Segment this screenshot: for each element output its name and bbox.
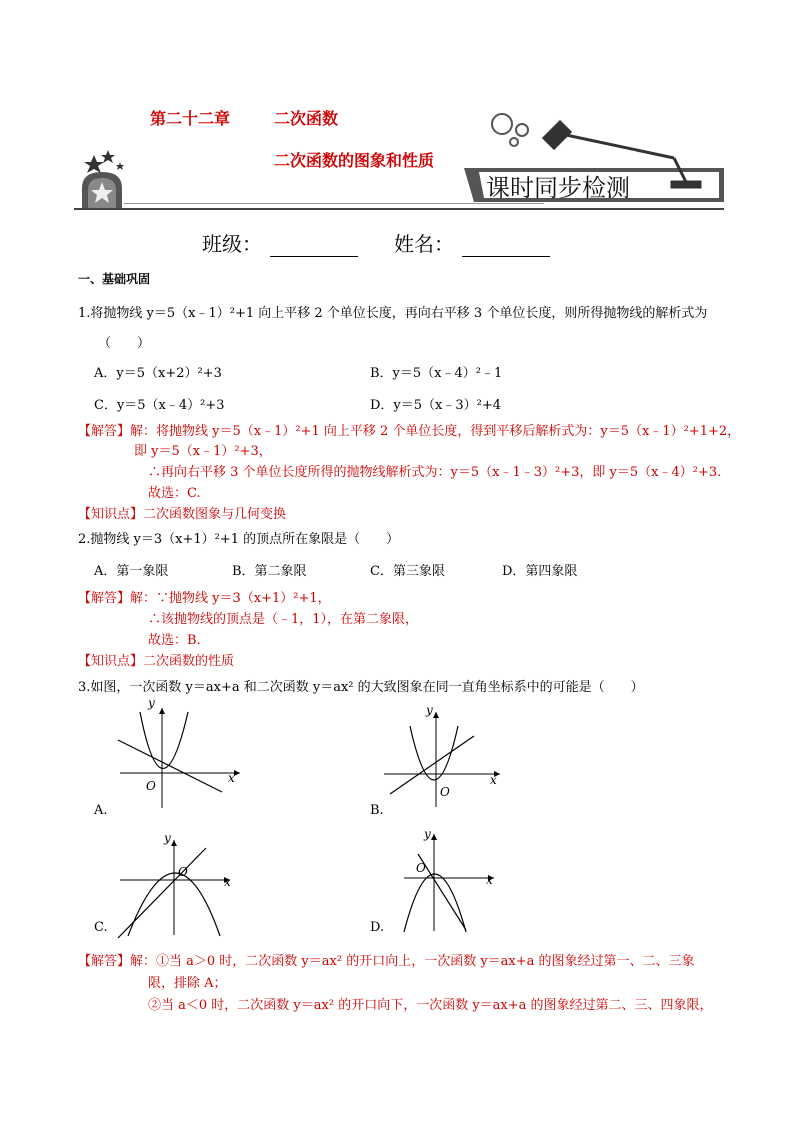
q2-knowledge-point: 【知识点】二次函数的性质 [78, 654, 235, 669]
axis-x-label: x [486, 873, 493, 887]
axis-x-label: x [490, 773, 497, 787]
q1-answer-line2: 即 y＝5（x﹣1）²+3， [134, 444, 272, 459]
q2-option-d: D．第四象限 [502, 564, 578, 579]
q3-answer-line3: ②当 a＜0 时，二次函数 y＝ax² 的开口向下，一次函数 y＝ax+a 的图象经过第二、三、四象限， [148, 998, 713, 1013]
axis-y-label: y [164, 831, 171, 845]
q2-answer-line3: 故选：B. [148, 633, 201, 648]
bubbles-icon [492, 114, 528, 146]
graph-d [390, 826, 540, 936]
q3-stem: 3.如图，一次函数 y＝ax+a 和二次函数 y＝ax² 的大致图象在同一直角坐标系中的可能是（ ） [78, 680, 644, 695]
name-label: 姓名： [394, 232, 454, 256]
q1-option-d: D．y＝5（x﹣3）²+4 [370, 398, 502, 413]
axis-y-label: y [426, 703, 433, 717]
q2-option-c: C．第三象限 [370, 564, 445, 579]
q2-option-b: B．第二象限 [232, 564, 307, 579]
graph-c-label: C. [94, 920, 108, 935]
q1-option-c: C．y＝5（x﹣4）²+3 [94, 398, 225, 413]
graph-b [370, 702, 520, 812]
q1-option-b: B．y＝5（x﹣4）²﹣1 [370, 366, 503, 381]
q2-option-a: A．第一象限 [94, 564, 169, 579]
axis-y-label: y [424, 827, 431, 841]
graph-a [100, 700, 250, 810]
q2-answer-line1: 【解答】解：∵抛物线 y＝3（x+1）²+1， [78, 591, 331, 606]
name-field [394, 228, 550, 257]
origin-label: O [440, 785, 450, 799]
banner-title: 课时同步检测 [486, 174, 630, 202]
q1-stem: 1.将抛物线 y＝5（x﹣1）²+1 向上平移 2 个单位长度，再向右平移 3 个单位长度，则所得抛物线的解析式为 [78, 306, 708, 321]
class-label: 班级： [202, 232, 262, 256]
q1-answer-line3: ∴再向右平移 3 个单位长度所得的抛物线解析式为：y＝5（x﹣1﹣3）²+3，即 y＝5（x﹣4）²+3. [148, 465, 722, 480]
axis-y-label: y [148, 700, 155, 710]
axis-x-label: x [228, 771, 235, 785]
origin-label: O [146, 779, 156, 793]
class-blank [270, 238, 358, 257]
name-blank [462, 238, 550, 257]
section-heading: 一、基础巩固 [78, 272, 151, 286]
chapter-topic: 二次函数 [274, 109, 339, 128]
graph-a-label: A. [94, 803, 108, 818]
origin-label: O [416, 861, 426, 875]
q3-answer-line1: 【解答】解：①当 a＞0 时，二次函数 y＝ax² 的开口向上，一次函数 y＝ax+a 的图象经过第一、二、三象 [78, 954, 695, 969]
graph-b-label: B. [370, 803, 384, 818]
chapter-number: 第二十二章 [150, 109, 231, 128]
q2-stem: 2.抛物线 y＝3（x+1）²+1 的顶点所在象限是（ ） [78, 532, 400, 547]
origin-label: O [178, 865, 188, 879]
axis-x-label: x [224, 875, 231, 889]
class-field [202, 228, 358, 257]
q1-paren: （ ） [98, 336, 151, 351]
q1-answer-line4: 故选：C. [148, 486, 201, 501]
q1-knowledge-point: 【知识点】二次函数图象与几何变换 [78, 507, 287, 522]
graph-c [110, 830, 260, 940]
q1-answer-line1: 【解答】解：将抛物线 y＝5（x﹣1）²+1 向上平移 2 个单位长度，得到平移后解析式为：y＝5（x﹣1）²+1+2， [78, 424, 741, 439]
graph-d-label: D. [370, 920, 385, 935]
star-badge-icon [82, 150, 124, 210]
q3-answer-line2: 限，排除 A； [148, 976, 227, 991]
q1-option-a: A．y＝5（x+2）²+3 [94, 366, 222, 381]
q2-answer-line2: ∴该抛物线的顶点是（﹣1，1），在第二象限， [148, 612, 419, 627]
lesson-title: 二次函数的图象和性质 [274, 151, 435, 170]
